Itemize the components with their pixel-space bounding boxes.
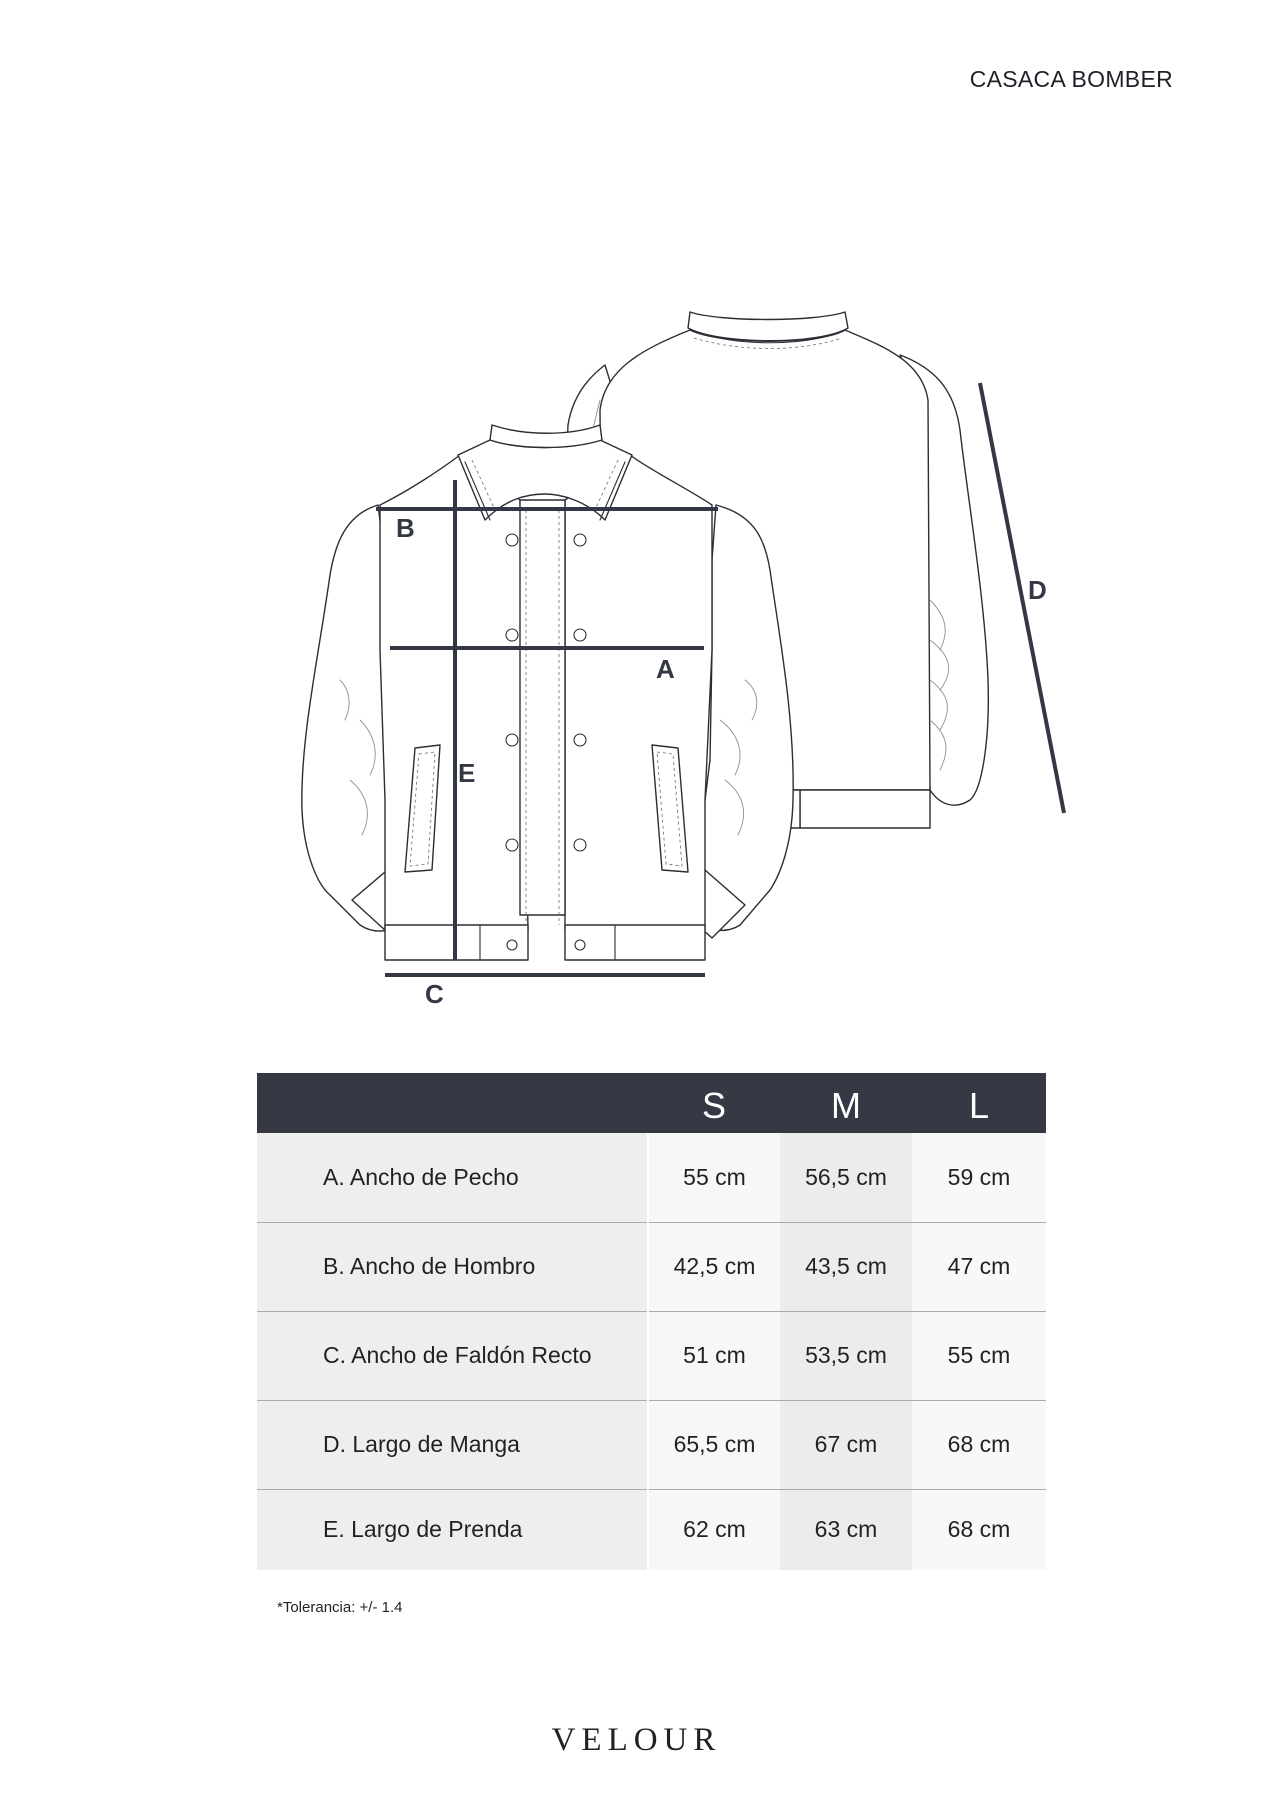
row-label: D. Largo de Manga [257,1400,648,1489]
cell-m: 43,5 cm [780,1222,912,1311]
tolerance-note: *Tolerancia: +/- 1.4 [277,1599,403,1616]
size-header-empty [257,1073,648,1133]
table-row [257,1400,1046,1489]
cell-l: 59 cm [912,1133,1046,1222]
measure-line-d [980,383,1064,813]
measure-label-a: A [656,654,675,684]
size-header-l: L [912,1073,1046,1133]
front-right-hem-band [565,925,705,960]
table-row [257,1133,1046,1222]
row-label: C. Ancho de Faldón Recto [257,1311,648,1400]
table-row [257,1489,1046,1570]
cell-m: 67 cm [780,1400,912,1489]
document-title: CASACA BOMBER [969,66,1173,92]
front-body-right [565,455,712,930]
size-header-s: S [648,1073,780,1133]
cell-l: 55 cm [912,1311,1046,1400]
size-chart-table [257,1073,1046,1570]
row-label: A. Ancho de Pecho [257,1133,648,1222]
size-header-m: M [780,1073,912,1133]
table-row [257,1222,1046,1311]
cell-s: 42,5 cm [648,1222,780,1311]
cell-s: 65,5 cm [648,1400,780,1489]
cell-l: 68 cm [912,1400,1046,1489]
back-hem-band [800,790,930,828]
jacket-front-view [302,425,793,960]
table-row [257,1311,1046,1400]
cell-m: 63 cm [780,1489,912,1570]
cell-l: 68 cm [912,1489,1046,1570]
measure-label-d: D [1028,575,1047,605]
measure-label-e: E [458,758,476,788]
row-label: B. Ancho de Hombro [257,1222,648,1311]
cell-l: 47 cm [912,1222,1046,1311]
measure-label-c: C [425,979,444,1009]
front-inner-lining [520,500,565,915]
measure-label-b: B [396,513,415,543]
brand-logo-text: VELOUR [551,1722,722,1758]
cell-m: 53,5 cm [780,1311,912,1400]
cell-s: 51 cm [648,1311,780,1400]
cell-m: 56,5 cm [780,1133,912,1222]
cell-s: 55 cm [648,1133,780,1222]
row-label: E. Largo de Prenda [257,1489,648,1570]
size-header-row [257,1073,1046,1133]
cell-s: 62 cm [648,1489,780,1570]
